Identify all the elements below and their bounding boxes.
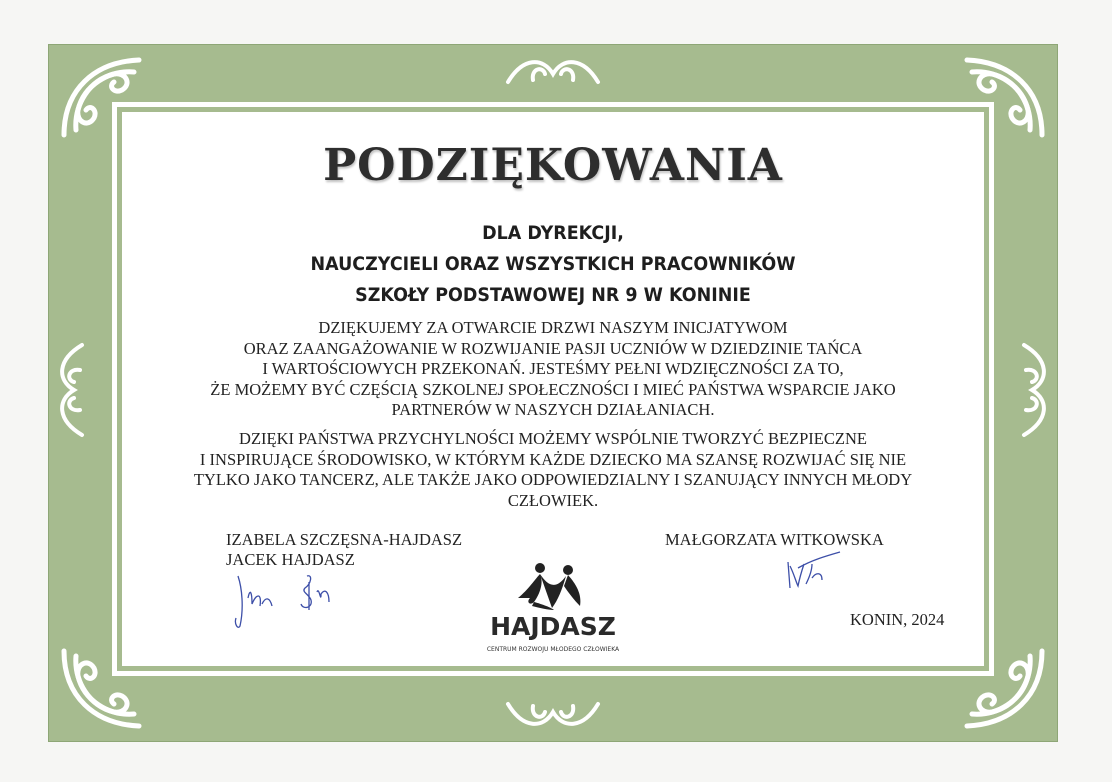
corner-ornament-icon [54,636,154,736]
recipient-line-3: SZKOŁY PODSTAWOWEJ NR 9 W KONINIE [355,284,751,306]
paragraph-line: ORAZ ZAANGAŻOWANIE W ROZWIJANIE PASJI UCZNIÓW W DZIEDZINIE TAŃCA [243,338,863,358]
recipient-line-1: DLA DYREKCJI, [482,222,624,244]
signature-image [782,548,844,592]
signatory-right: MAŁGORZATA WITKOWSKA [665,530,884,549]
paragraph-line: I INSPIRUJĄCE ŚRODOWISKO, W KTÓRYM KAŻDE DZIECKO MA SZANSĘ ROZWIJAĆ SIĘ NIE [199,449,907,469]
paragraph-line: TYLKO JAKO TANCERZ, ALE TAKŻE JAKO ODPOWIEDZIALNY I SZANUJĄCY INNYCH MŁODY [193,470,913,489]
paragraph-line: CZŁOWIEK. [507,490,599,510]
scroll-ornament-icon [503,52,603,92]
signatories-left [226,530,462,570]
paragraph-line: ŻE MOŻEMY BYĆ CZĘŚCIĄ SZKOLNEJ SPOŁECZNOŚCI I MIEĆ PAŃSTWA WSPARCIE JAKO [210,379,896,399]
corner-ornament-icon [952,50,1052,150]
corner-ornament-icon [54,50,154,150]
signatory-name: JACEK HAJDASZ [226,550,355,569]
paragraph-line: DZIĘKUJEMY ZA OTWARCIE DRZWI NASZYM INICJATYWOM [318,318,788,337]
paragraph-line: PARTNERÓW W NASZYCH DZIAŁANIACH. [391,400,715,419]
thanks-paragraph-1 [160,318,946,421]
place-and-date: KONIN, 2024 [850,610,945,629]
corner-ornament-icon [952,636,1052,736]
scroll-ornament-icon [503,694,603,734]
logo-wordmark: HAJDASZ [490,612,616,641]
signature-image [295,570,343,612]
signature-image [230,568,280,630]
thanks-paragraph-2 [160,429,946,511]
logo-subtitle: CENTRUM ROZWOJU MŁODEGO CZŁOWIEKA [486,646,620,653]
recipient-line-2: NAUCZYCIELI ORAZ WSZYSTKICH PRACOWNIKÓW [310,253,796,275]
paragraph-line: DZIĘKI PAŃSTWA PRZYCHYLNOŚCI MOŻEMY WSPÓLNIE TWORZYĆ BEZPIECZNE [239,429,867,448]
dancers-logo-icon [478,560,628,660]
paragraph-line: I WARTOŚCIOWYCH PRZEKONAŃ. JESTEŚMY PEŁNI WDZIĘCZNOŚCI ZA TO, [262,359,844,378]
scroll-ornament-icon [52,340,92,440]
certificate-title: PODZIĘKOWANIA [323,140,783,191]
scroll-ornament-icon [1014,340,1054,440]
signatory-name: IZABELA SZCZĘSNA-HAJDASZ [226,530,463,549]
